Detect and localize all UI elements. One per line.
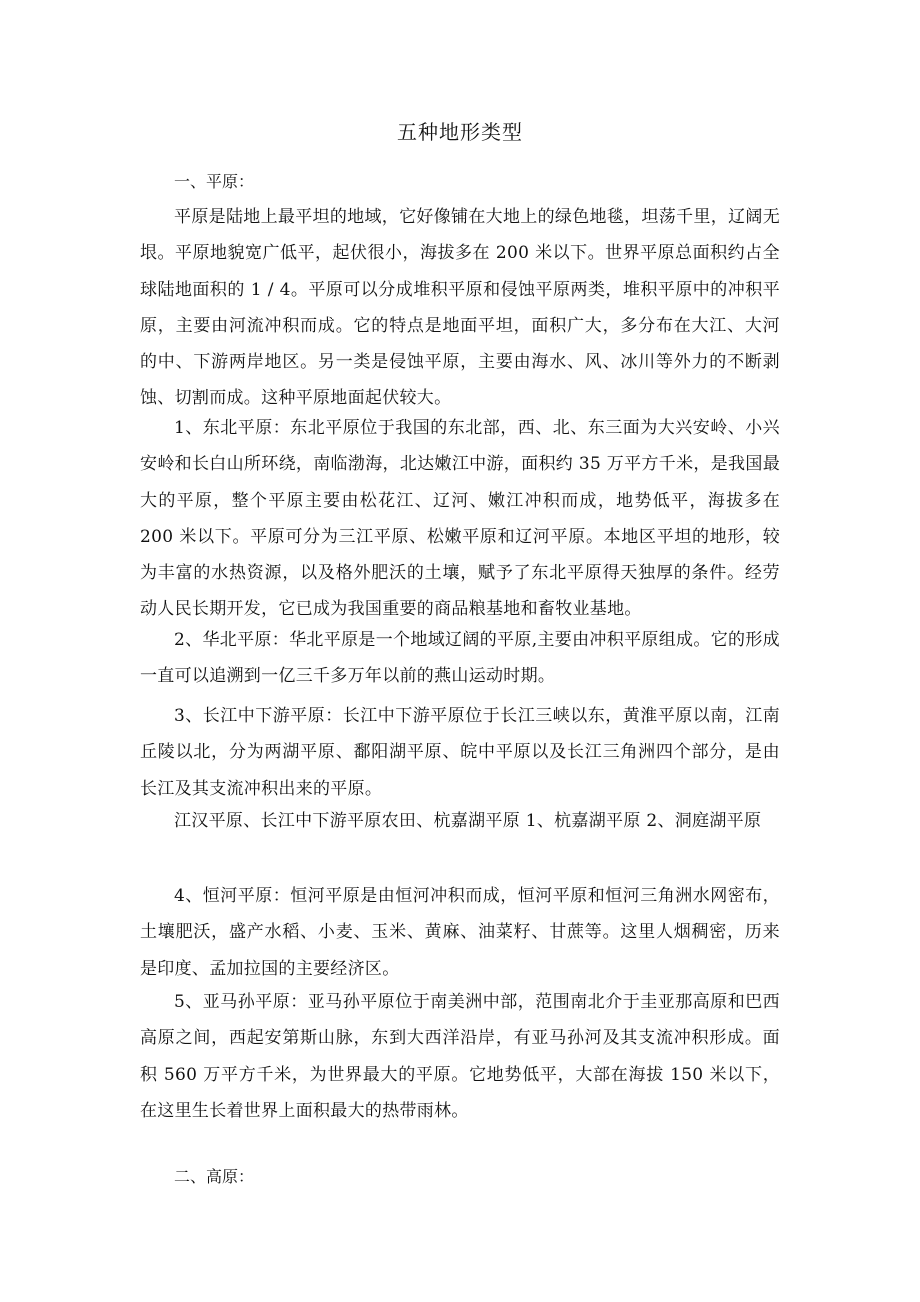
document-title: 五种地形类型 xyxy=(397,120,523,144)
section-heading-plateaus: 二、高原： xyxy=(174,1167,255,1186)
paragraph-north-china-plain: 2、华北平原：华北平原是一个地域辽阔的平原,主要由冲积平原组成。它的形成一直可以追溯到一亿三千多万年以前的燕山运动时期。 xyxy=(140,630,780,687)
paragraph-amazon-plain: 5、亚马孙平原：亚马孙平原位于南美洲中部，范围南北介于圭亚那高原和巴西高原之间，西起安第斯山脉，东到大西洋沿岸，有亚马孙河及其支流冲积形成。面积 560 万平方千米，为世界最大的平原。它地势低平，大部在海拔 150 米以下，在这里生长着世界上面积最大的热带雨林。 xyxy=(140,992,780,1121)
paragraph-plains-intro: 平原是陆地上最平坦的地域，它好像铺在大地上的绿色地毯，坦荡千里，辽阔无垠。平原地貌宽广低平，起伏很小，海拔多在 200 米以下。世界平原总面积约占全球陆地面积的 1 / 4。平原可以分成堆积平原和侵蚀平原两类，堆积平原中的冲积平原，主要由河流冲积而成。它的特点是地面平坦，面积广大，多分布在大江、大河的中、下游两岸地区。另一类是侵蚀平原，主要由海水、风、冰川等外力的不断剥蚀、切割而成。这种平原地面起伏较大。 xyxy=(140,207,780,409)
paragraph-yangtze-plain: 3、长江中下游平原：长江中下游平原位于长江三峡以东，黄淮平原以南，江南丘陵以北，分为两湖平原、鄱阳湖平原、皖中平原以及长江三角洲四个部分，是由长江及其支流冲积出来的平原。 xyxy=(140,706,780,799)
paragraph-plain-images-list: 江汉平原、长江中下游平原农田、杭嘉湖平原 1、杭嘉湖平原 2、洞庭湖平原 xyxy=(174,811,762,831)
section-heading-plains: 一、平原： xyxy=(174,172,255,191)
paragraph-northeast-plain: 1、东北平原：东北平原位于我国的东北部，西、北、东三面为大兴安岭、小兴安岭和长白山所环绕，南临渤海，北达嫩江中游，面积约 35 万平方千米，是我国最大的平原，整个平原主要由松花江、辽河、嫩江冲积而成，地势低平，海拔多在 200 米以下。平原可分为三江平原、松嫩平原和辽河平原。本地区平坦的地形，较为丰富的水热资源，以及格外肥沃的土壤，赋予了东北平原得天独厚的条件。经劳动人民长期开发，它已成为我国重要的商品粮基地和畜牧业基地。 xyxy=(140,418,780,620)
paragraph-ganges-plain: 4、恒河平原：恒河平原是由恒河冲积而成，恒河平原和恒河三角洲水网密布，土壤肥沃，盛产水稻、小麦、玉米、黄麻、油菜籽、甘蔗等。这里人烟稠密，历来是印度、孟加拉国的主要经济区。 xyxy=(140,886,780,979)
